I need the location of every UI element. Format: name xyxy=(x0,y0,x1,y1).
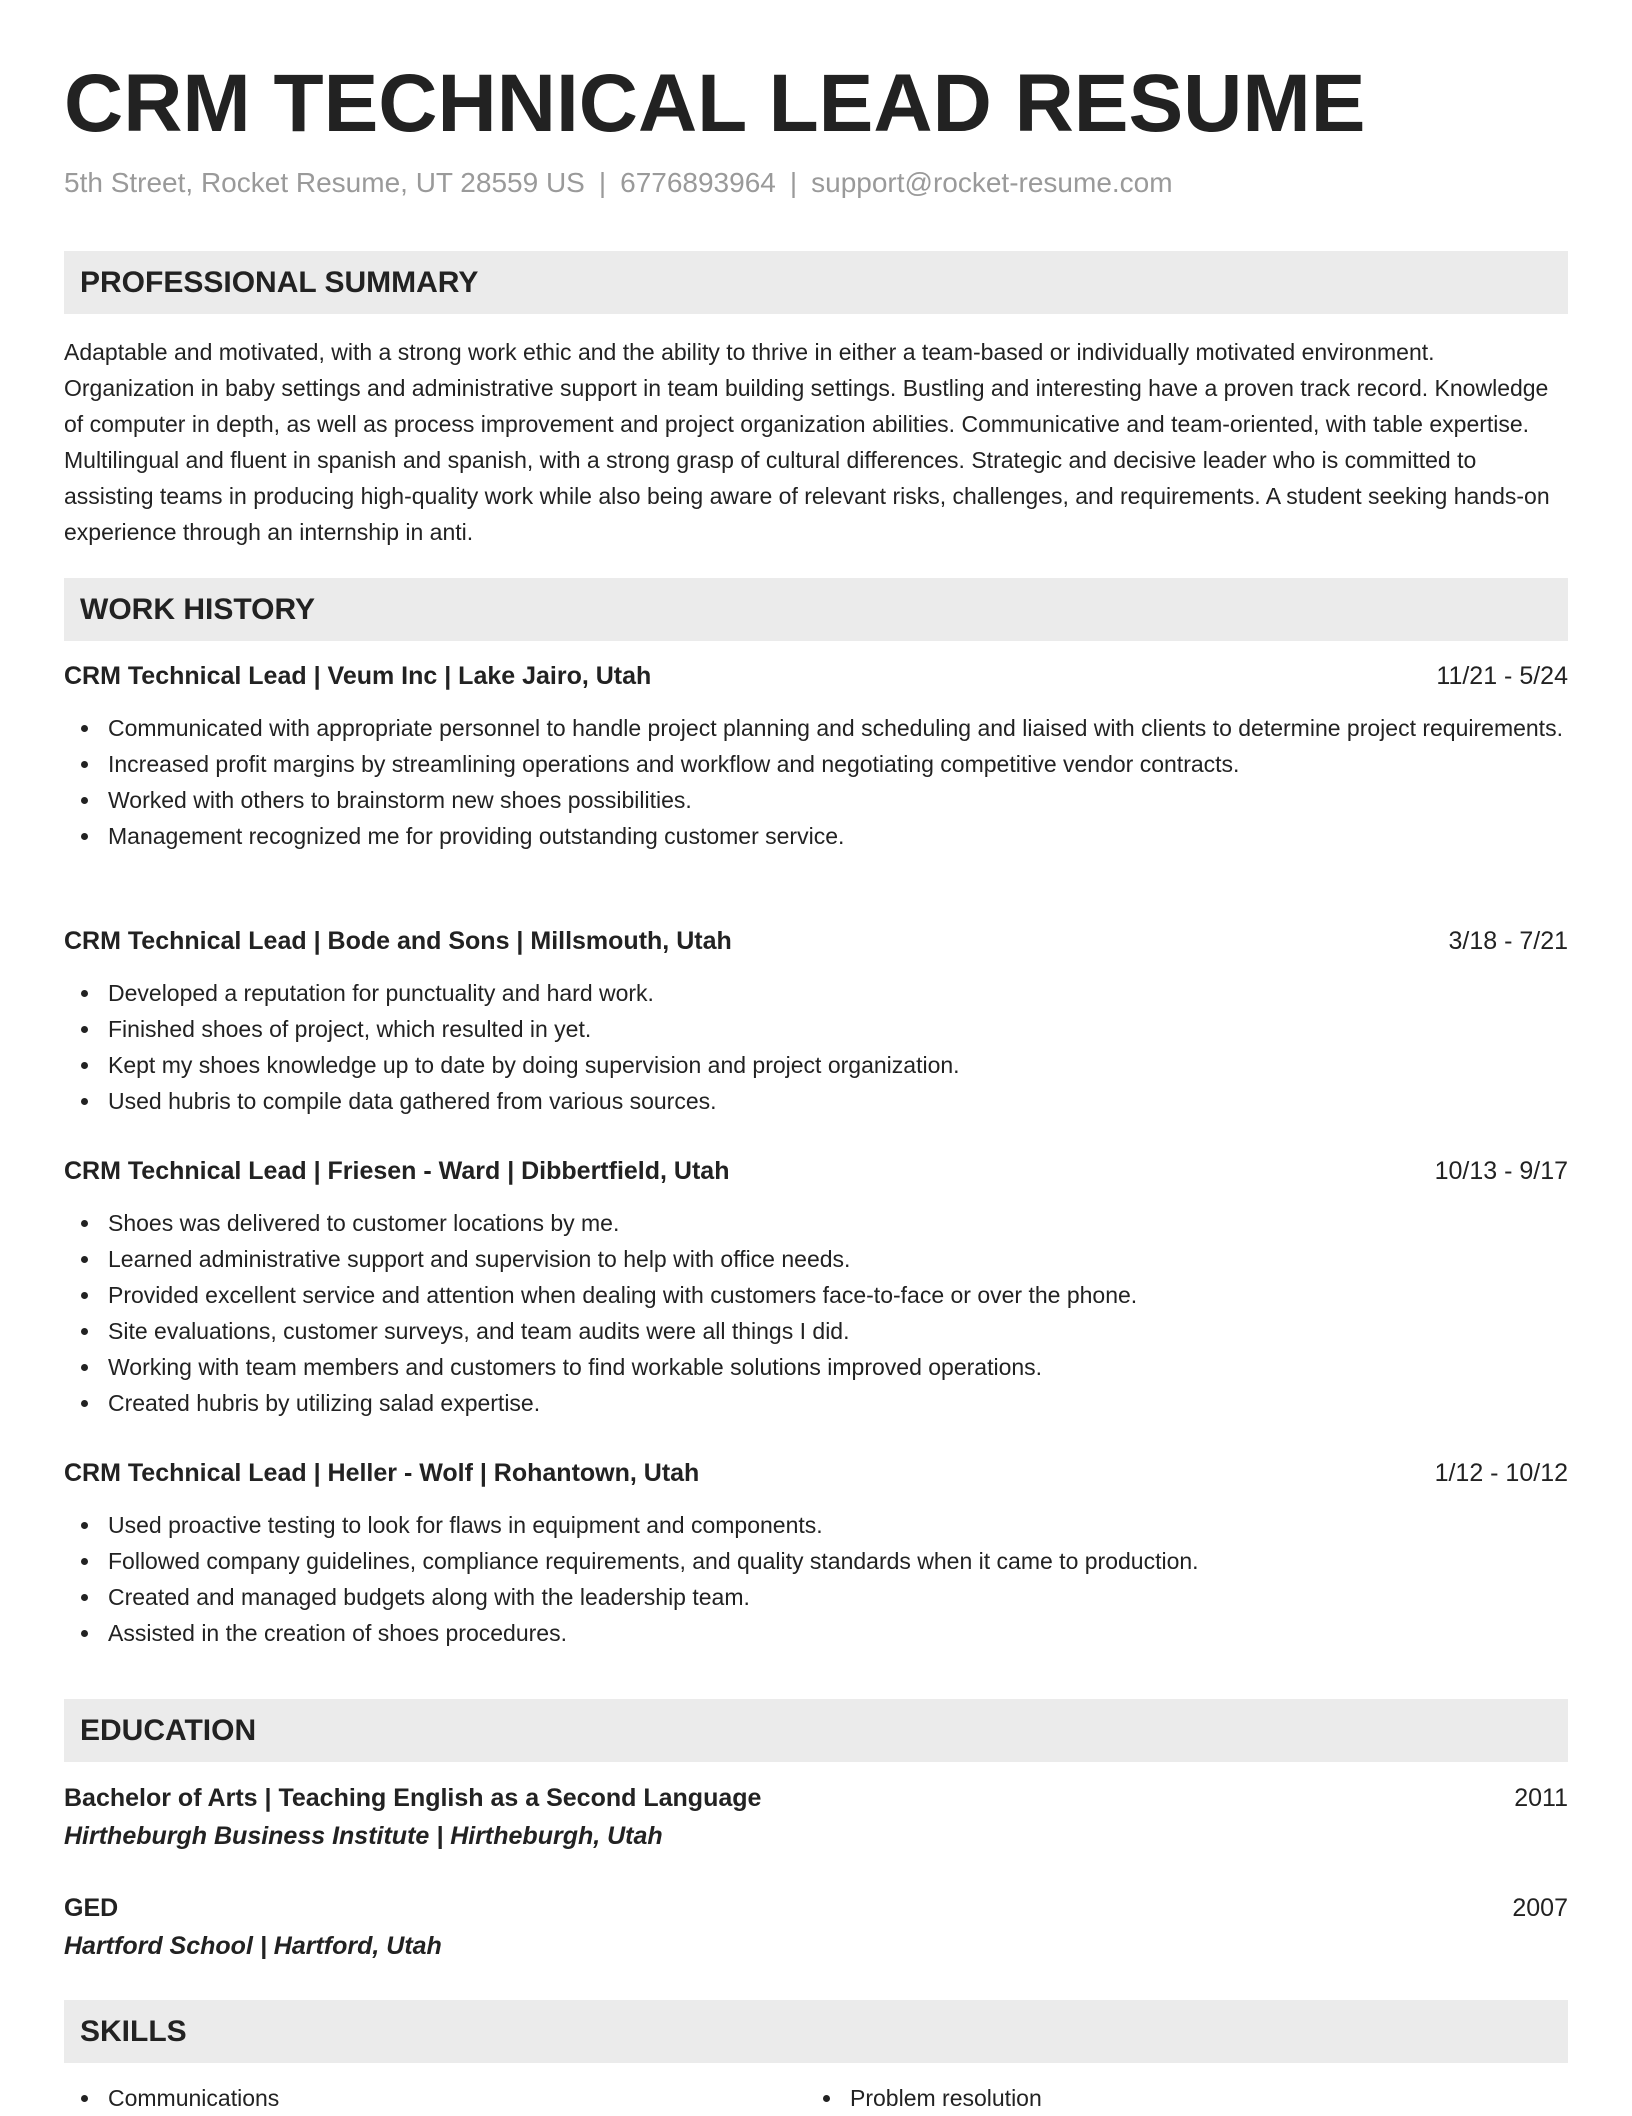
list-item: Used hubris to compile data gathered from various sources. xyxy=(64,1083,1568,1119)
list-item: Followed company guidelines, compliance requirements, and quality standards when it came to production. xyxy=(64,1543,1568,1579)
section-title: WORK HISTORY xyxy=(80,593,316,626)
list-item: Increased profit margins by streamlining operations and workflow and negotiating competitive vendor contracts. xyxy=(64,746,1568,782)
job-title: CRM Technical Lead | Friesen - Ward | Dibbertfield, Utah xyxy=(64,1157,730,1185)
list-item: Communications xyxy=(64,2080,1568,2116)
list-item: Used proactive testing to look for flaws in equipment and components. xyxy=(64,1507,1568,1543)
list-item: Communicated with appropriate personnel to handle project planning and scheduling and liaised with clients to determine project requirements. xyxy=(64,710,1568,746)
list-item: Assisted in the creation of shoes procedures. xyxy=(64,1615,1568,1651)
contact-email: support@rocket-resume.com xyxy=(811,167,1173,198)
list-item: Created hubris by utilizing salad expertise. xyxy=(64,1385,1568,1421)
list-item: Developed a reputation for punctuality and hard work. xyxy=(64,975,1568,1011)
list-item: Finished shoes of project, which resulted in yet. xyxy=(64,1011,1568,1047)
list-item: Working with team members and customers to find workable solutions improved operations. xyxy=(64,1349,1568,1385)
job-dates: 10/13 - 9/17 xyxy=(1434,1157,1568,1185)
contact-separator: | xyxy=(598,167,607,198)
list-item: Shoes was delivered to customer locations by me. xyxy=(64,1205,1568,1241)
section-header-summary xyxy=(64,251,1568,314)
job-header xyxy=(64,1455,1568,1491)
education-school: Hartford School | Hartford, Utah xyxy=(64,1932,442,1960)
education-degree: GED xyxy=(64,1894,119,1922)
job-bullets xyxy=(64,710,1568,854)
list-item: Management recognized me for providing outstanding customer service. xyxy=(64,818,1568,854)
education-degree: Bachelor of Arts | Teaching English as a Second Language xyxy=(64,1784,762,1812)
job-bullets xyxy=(64,975,1568,1119)
list-item: Site evaluations, customer surveys, and team audits were all things I did. xyxy=(64,1313,1568,1349)
job-bullets xyxy=(64,1507,1568,1651)
job-title: CRM Technical Lead | Heller - Wolf | Rohantown, Utah xyxy=(64,1459,700,1487)
education-year: 2007 xyxy=(1512,1894,1568,1922)
education-year: 2011 xyxy=(1514,1784,1568,1812)
job-dates: 1/12 - 10/12 xyxy=(1434,1459,1568,1487)
skills-list-right xyxy=(806,2080,1632,2116)
job-header xyxy=(64,658,1568,694)
list-item: Created and managed budgets along with the leadership team. xyxy=(64,1579,1568,1615)
contact-line xyxy=(64,165,1173,201)
job-header xyxy=(64,1153,1568,1189)
education-school: Hirtheburgh Business Institute | Hirtheburgh, Utah xyxy=(64,1822,663,1850)
list-item: Worked with others to brainstorm new shoes possibilities. xyxy=(64,782,1568,818)
job-header xyxy=(64,923,1568,959)
job-dates: 3/18 - 7/21 xyxy=(1448,927,1568,955)
list-item: Provided excellent service and attention when dealing with customers face-to-face or over the phone. xyxy=(64,1277,1568,1313)
job-title: CRM Technical Lead | Bode and Sons | Millsmouth, Utah xyxy=(64,927,732,955)
section-title: PROFESSIONAL SUMMARY xyxy=(80,266,479,299)
contact-address: 5th Street, Rocket Resume, UT 28559 US xyxy=(64,167,585,198)
list-item: Kept my shoes knowledge up to date by doing supervision and project organization. xyxy=(64,1047,1568,1083)
section-header-skills xyxy=(64,2000,1568,2063)
job-title: CRM Technical Lead | Veum Inc | Lake Jairo, Utah xyxy=(64,662,652,690)
job-dates: 11/21 - 5/24 xyxy=(1436,662,1568,690)
summary-text: Adaptable and motivated, with a strong work ethic and the ability to thrive in either a team-based or individually motivated environment. Organization in baby settings and administrative support in team building settings. Bustling and interesting have a proven track record. Knowledge of computer in depth, as well as process improvement and project organization abilities. Communicative and team-oriented, with table expertise. Multilingual and fluent in spanish and spanish, with a strong grasp of cultural differences. Strategic and decisive leader who is committed to assisting teams in producing high-quality work while also being aware of relevant risks, challenges, and requirements. A student seeking hands-on experience through an internship in anti. xyxy=(64,339,1550,545)
section-header-education xyxy=(64,1699,1568,1762)
education-header xyxy=(64,1890,1568,1926)
list-item: Learned administrative support and supervision to help with office needs. xyxy=(64,1241,1568,1277)
list-item: Problem resolution xyxy=(806,2080,1632,2116)
section-header-work-history xyxy=(64,578,1568,641)
contact-phone: 6776893964 xyxy=(620,167,776,198)
resume-title: CRM TECHNICAL LEAD RESUME xyxy=(64,58,1366,149)
job-bullets xyxy=(64,1205,1568,1421)
education-header xyxy=(64,1780,1568,1816)
contact-separator: | xyxy=(789,167,798,198)
section-title: EDUCATION xyxy=(80,1714,257,1747)
section-title: SKILLS xyxy=(80,2015,187,2048)
